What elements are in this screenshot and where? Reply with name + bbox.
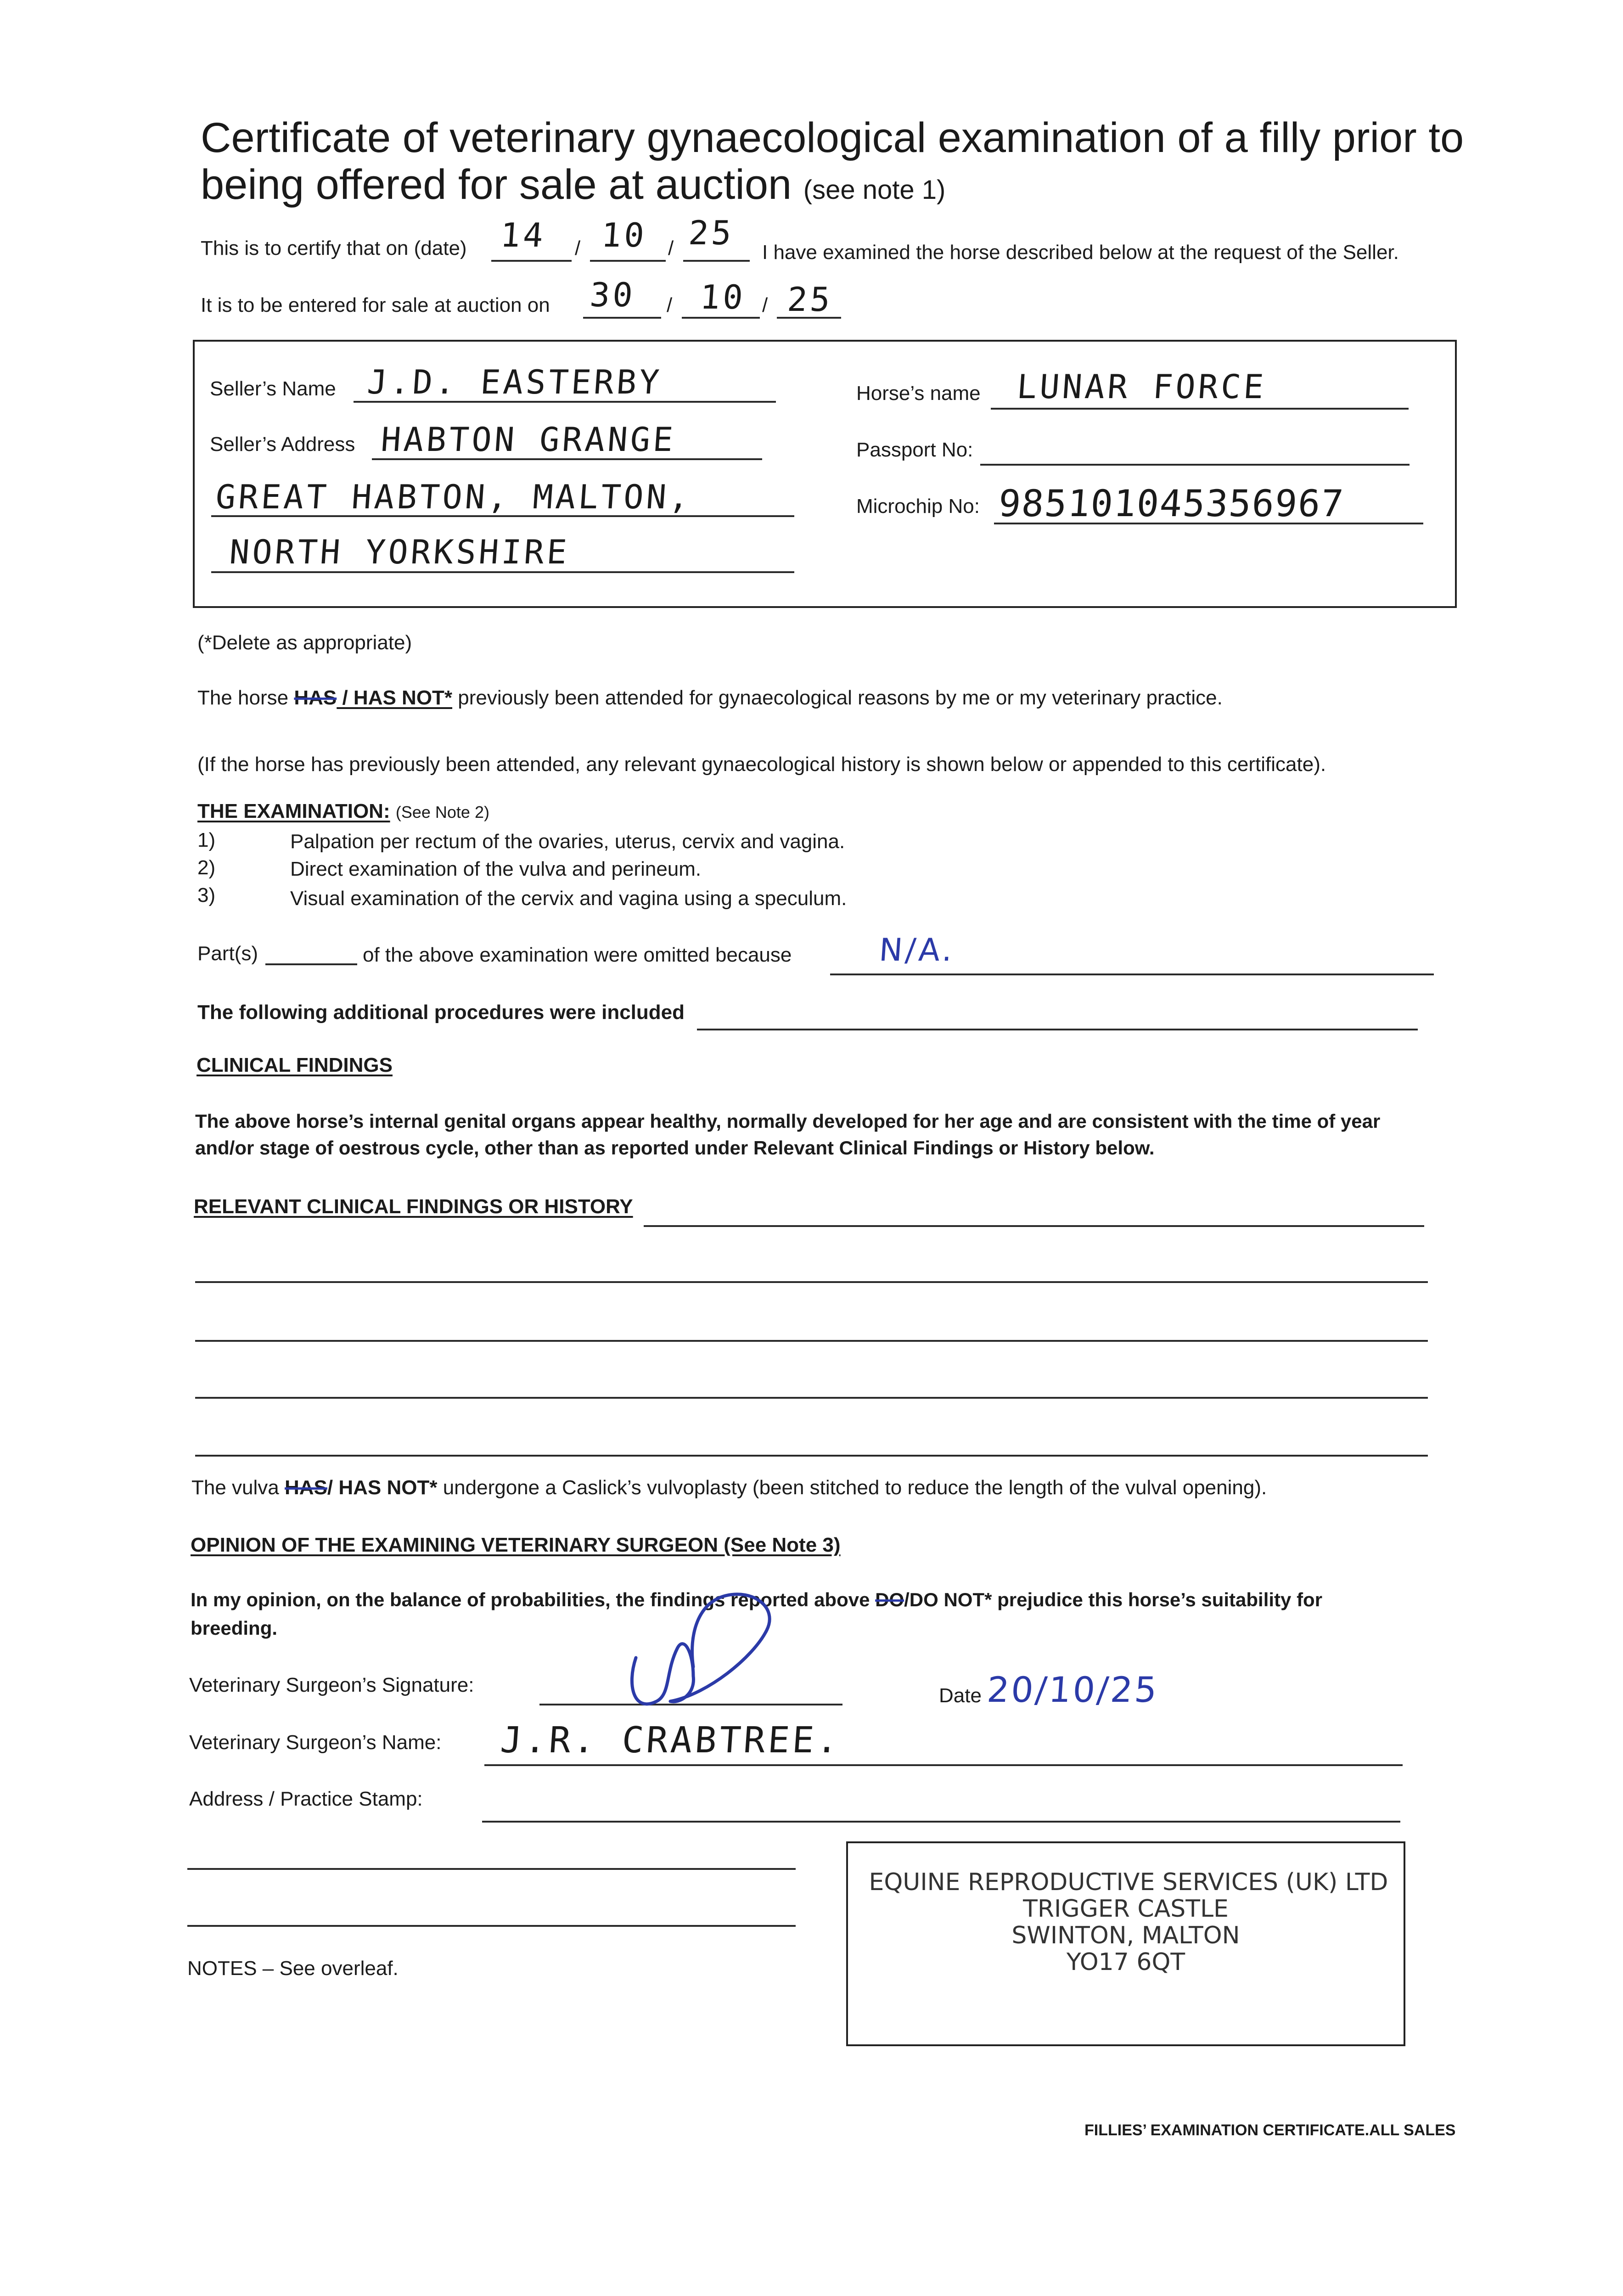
- stamp-line-2: TRIGGER CASTLE: [1023, 1895, 1229, 1923]
- auction-prefix: It is to be entered for sale at auction on: [201, 294, 550, 316]
- exam-item-2-num: 2): [197, 856, 216, 879]
- certificate-title-line2: [201, 161, 945, 214]
- auction-sep-1: /: [667, 294, 673, 316]
- signature-mark: [601, 1580, 776, 1717]
- omitted-value: N/A.: [878, 932, 956, 968]
- signature-date-value: 20/10/25: [985, 1669, 1160, 1710]
- auction-date-day: 30: [589, 276, 637, 314]
- vulva-has-struck: HAS: [284, 1476, 327, 1499]
- additional-label: The following additional procedures were included: [197, 1001, 685, 1024]
- seller-name-label: Seller’s Name: [210, 377, 336, 400]
- certificate-title: [201, 114, 1464, 162]
- exam-item-2-text: Direct examination of the vulva and perineum.: [290, 858, 702, 880]
- attended-has-not: / HAS NOT*: [337, 687, 453, 709]
- surgeon-name-label: Veterinary Surgeon’s Name:: [189, 1731, 442, 1754]
- signature-label: Veterinary Surgeon’s Signature:: [189, 1674, 474, 1696]
- attended-suffix: previously been attended for gynaecological reasons by me or my veterinary practice.: [452, 687, 1223, 709]
- omitted-middle: of the above examination were omitted because: [363, 944, 792, 966]
- auction-date-year: 25: [786, 280, 834, 319]
- auction-sep-2: /: [762, 294, 768, 316]
- stamp-line-1: EQUINE REPRODUCTIVE SERVICES (UK) LTD: [869, 1868, 1388, 1896]
- notes-text: NOTES – See overleaf.: [187, 1957, 399, 1980]
- omitted-prefix: Part(s): [197, 942, 258, 965]
- opinion-prefix: In my opinion, on the balance of probabilities, the findings reported above: [191, 1589, 876, 1610]
- opinion-do-struck: DO: [875, 1589, 904, 1610]
- horse-name-label: Horse’s name: [856, 382, 981, 405]
- vulva-line: [191, 1476, 1267, 1499]
- certify-sep-2: /: [668, 237, 674, 259]
- seller-address-line2: GREAT HABTON, MALTON,: [214, 478, 693, 516]
- certify-date-month: 10: [600, 216, 648, 254]
- clinical-statement-2: and/or stage of oestrous cycle, other than as reported under Relevant Clinical Findings or History below.: [195, 1137, 1155, 1159]
- signature-date-label: Date: [939, 1684, 982, 1707]
- opinion-heading: OPINION OF THE EXAMINING VETERINARY SURGEON (See Note 3): [191, 1534, 841, 1556]
- attended-prefix: The horse: [197, 687, 294, 709]
- certify-suffix: I have examined the horse described below at the request of the Seller.: [762, 241, 1399, 264]
- footer-text: FILLIES’ EXAMINATION CERTIFICATE.ALL SALES: [1084, 2122, 1456, 2139]
- examination-heading-row: [197, 800, 489, 823]
- vulva-suffix: undergone a Caslick’s vulvoplasty (been stitched to reduce the length of the vulval opening).: [437, 1476, 1267, 1499]
- passport-label: Passport No:: [856, 439, 973, 461]
- clinical-heading: CLINICAL FINDINGS: [197, 1054, 393, 1076]
- title-line-2: being offered for sale at auction: [201, 161, 792, 208]
- microchip-value: 985101045356967: [997, 482, 1346, 525]
- horse-name-value: LUNAR FORCE: [1016, 367, 1268, 406]
- stamp-line-3: SWINTON, MALTON: [1011, 1922, 1240, 1949]
- exam-item-3-text: Visual examination of the cervix and vagina using a speculum.: [290, 887, 847, 910]
- vulva-has-not: / HAS NOT*: [327, 1476, 438, 1499]
- exam-item-1-num: 1): [197, 829, 216, 851]
- seller-address-line3: NORTH YORKSHIRE: [228, 533, 571, 571]
- seller-address-label: Seller’s Address: [210, 433, 355, 456]
- title-line-1: Certificate of veterinary gynaecological examination of a filly prior to: [201, 114, 1464, 161]
- surgeon-name-value: J.R. CRABTREE.: [499, 1720, 842, 1761]
- auction-date-month: 10: [699, 278, 747, 316]
- exam-item-1-text: Palpation per rectum of the ovaries, uterus, cervix and vagina.: [290, 830, 845, 853]
- exam-item-3-num: 3): [197, 884, 216, 906]
- vulva-prefix: The vulva: [191, 1476, 285, 1499]
- relevant-heading: RELEVANT CLINICAL FINDINGS OR HISTORY: [194, 1195, 633, 1218]
- stamp-line-4: YO17 6QT: [1066, 1948, 1185, 1976]
- microchip-label: Microchip No:: [856, 495, 980, 518]
- attended-has-struck: HAS: [294, 687, 337, 709]
- certify-prefix: This is to certify that on (date): [201, 237, 467, 259]
- clinical-statement: The above horse’s internal genital organs appear healthy, normally developed for her age and are consistent with the time of year: [195, 1110, 1381, 1132]
- opinion-suffix: /DO NOT* prejudice this horse’s suitability for: [904, 1589, 1323, 1610]
- address-stamp-label: Address / Practice Stamp:: [189, 1788, 423, 1810]
- certify-date-year: 25: [687, 214, 736, 252]
- certify-sep-1: /: [575, 237, 581, 259]
- attended-line: [197, 687, 1223, 709]
- history-note: (If the horse has previously been attended, any relevant gynaecological history is shown below or appended to this certificate).: [197, 753, 1326, 776]
- seller-address-line1: HABTON GRANGE: [380, 420, 677, 459]
- title-note: (see note 1): [803, 175, 946, 205]
- certify-date-day: 14: [499, 216, 547, 254]
- delete-note: (*Delete as appropriate): [197, 631, 412, 654]
- examination-heading-note: (See Note 2): [395, 803, 489, 822]
- examination-heading: THE EXAMINATION:: [197, 800, 390, 822]
- opinion-line-2: breeding.: [191, 1617, 278, 1639]
- seller-name-value: J.D. EASTERBY: [366, 363, 663, 401]
